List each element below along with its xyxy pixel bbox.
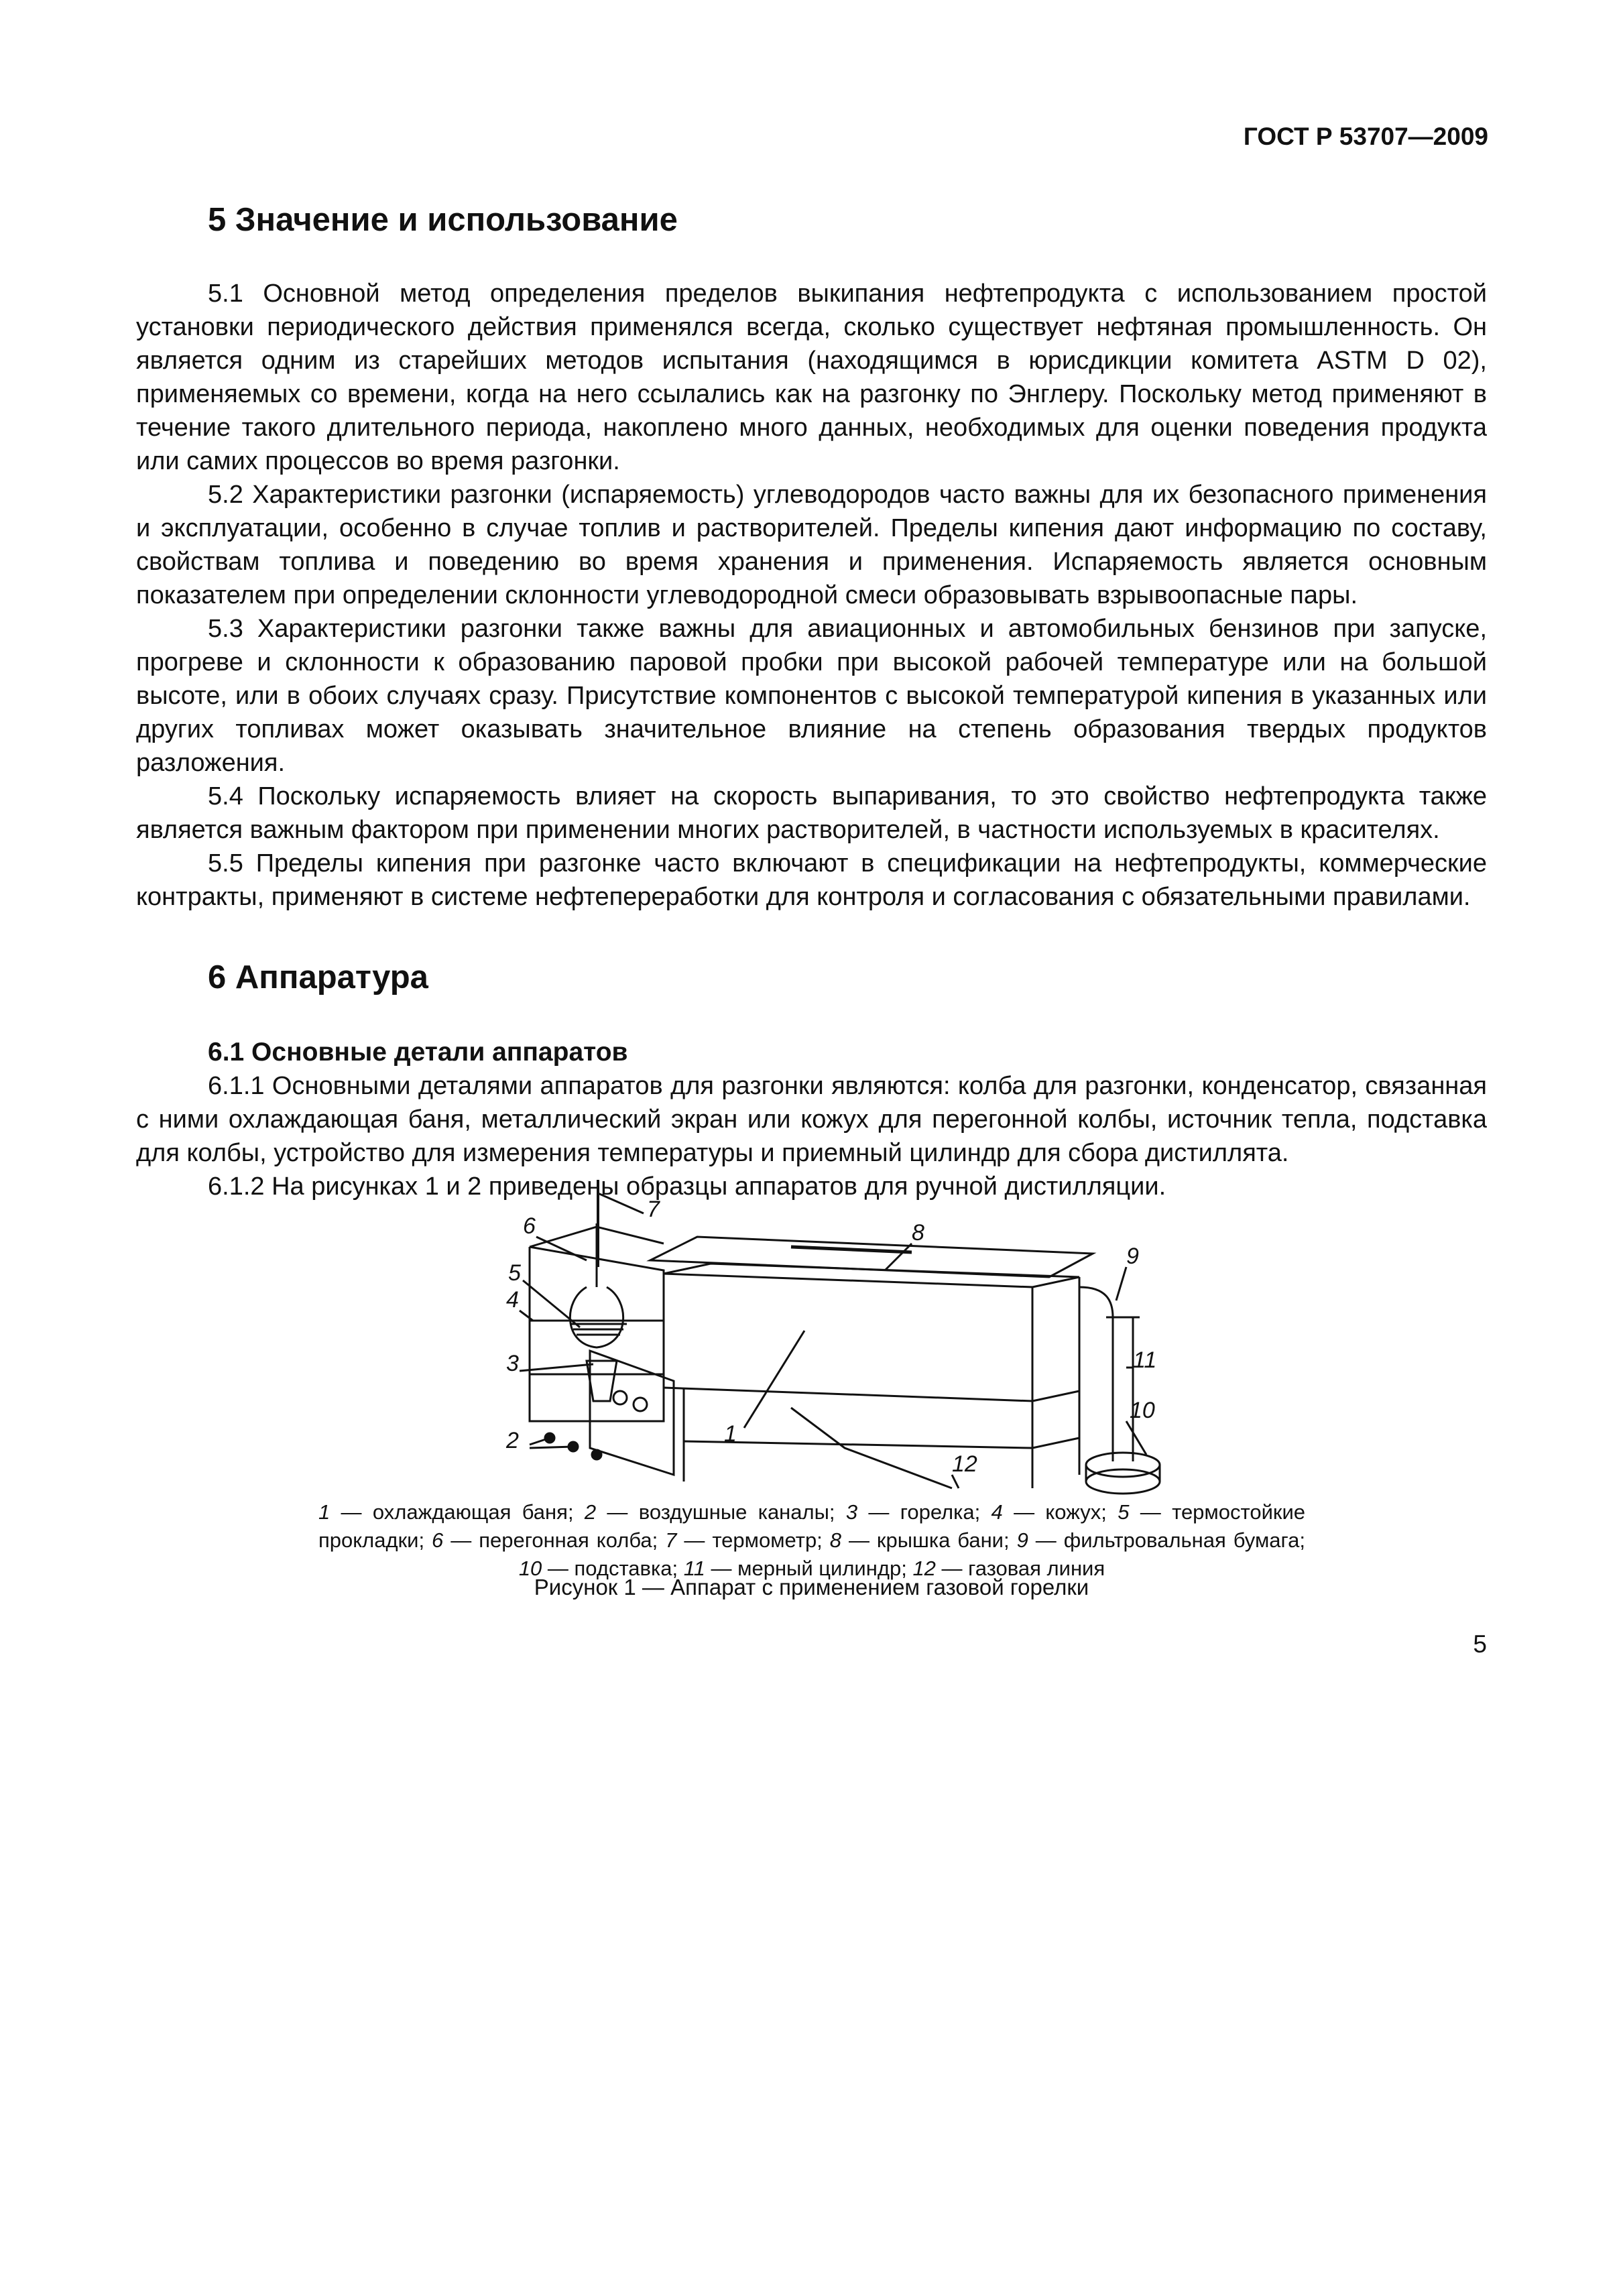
callout-11: 11 <box>1133 1347 1157 1373</box>
section-6-title: 6 Аппаратура <box>208 959 428 995</box>
callout-2: 2 <box>506 1428 519 1453</box>
callout-6: 6 <box>523 1213 536 1239</box>
page-number: 5 <box>1473 1630 1487 1658</box>
paragraph-5-2: 5.2 Характеристики разгонки (испаряемость) углеводородов часто важны для их безопасного применения и эксплуатации, особенно в случае топлив и растворителей. Пределы кипения дают информацию по составу, свойствам топлива и поведению во время хранения и применения. Испаряемость является основным показателем при определении склонности углеводородной смеси образовывать взрывоопасные пары. <box>136 481 1487 609</box>
paragraph-5-3: 5.3 Характеристики разгонки также важны для авиационных и автомобильных бензинов при запуске, прогреве и склонности к образованию паровой пробки при высокой рабочей температуре или на большой высоте, или в обоих случаях сразу. Присутствие компонентов с высокой температурой кипения в указанных или других топливах может оказывать значительное влияние на степень образования твердых продуктов разложения. <box>136 615 1487 777</box>
standard-number: ГОСТ Р 53707—2009 <box>1243 123 1488 150</box>
paragraph-5-1: 5.1 Основной метод определения пределов выкипания нефтепродукта с использованием простой установки периодического действия применялся всегда, сколько существует нефтяная промышленность. Он является одним из старейших методов испытания (находящимся в юрисдикции комитета ASTM D 02), применяемых со времени, когда на него ссылались как на разгонку по Энглеру. Поскольку метод применяют в течение такого длительного периода, накоплено много данных, необходимых для оценки поведения продукта или самих процессов во время разгонки. <box>136 280 1487 475</box>
callout-12: 12 <box>952 1451 977 1477</box>
apparatus-drawing <box>442 1197 1157 1488</box>
paragraph-6-1-1: 6.1.1 Основными деталями аппаратов для разгонки являются: колба для разгонки, конденсатор, связанная с ними охлаждающая баня, металлический экран или кожух для перегонной колбы, источник тепла, подставка для колбы, устройство для измерения температуры и приемный цилиндр для сбора дистиллята. <box>136 1072 1487 1167</box>
callout-10: 10 <box>1130 1398 1155 1423</box>
paragraph-5-5: 5.5 Пределы кипения при разгонке часто включают в спецификации на нефтепродукты, коммерческие контракты, применяют в системе нефтепереработки для контроля и согласования с обязательными правилами. <box>136 849 1487 911</box>
callout-7: 7 <box>647 1197 660 1222</box>
subsection-6-1-title: 6.1 Основные детали аппаратов <box>208 1038 628 1067</box>
figure-caption: Рисунок 1 — Аппарат с применением газовой горелки <box>534 1575 1089 1599</box>
figure-legend: 1 — охлаждающая баня; 2 — воздушные каналы; 3 — горелка; 4 — кожух; 5 — термостойкие прокладки; 6 — перегонная колба; 7 — термометр; 8 — крышка бани; 9 — фильтровальная бумага; 10 — подставка; 11 — мерный цилиндр; 12 — газовая линия <box>318 1500 1306 1580</box>
callout-9: 9 <box>1126 1244 1139 1269</box>
callout-3: 3 <box>506 1351 519 1376</box>
callout-1: 1 <box>724 1421 737 1447</box>
paragraph-5-4: 5.4 Поскольку испаряемость влияет на скорость выпаривания, то это свойство нефтепродукта также является важным фактором при применении многих растворителей, в частности используемых в красителях. <box>136 782 1487 844</box>
paragraph-6-1-2: 6.1.2 На рисунках 1 и 2 приведены образцы аппаратов для ручной дистилляции. <box>208 1172 1166 1201</box>
callout-8: 8 <box>912 1220 924 1246</box>
callout-5: 5 <box>508 1260 521 1286</box>
section-5-title: 5 Значение и использование <box>208 202 678 238</box>
callout-4: 4 <box>506 1287 519 1313</box>
